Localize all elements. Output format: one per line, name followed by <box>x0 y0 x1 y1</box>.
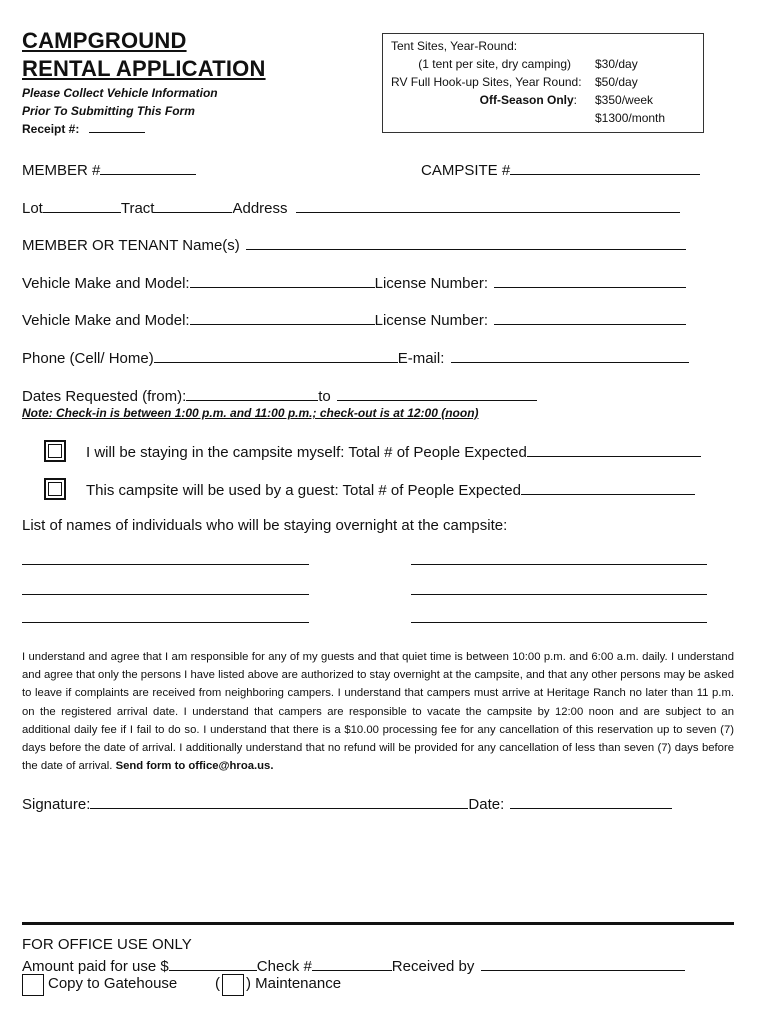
license-1-input-line[interactable] <box>494 273 686 288</box>
names-input-line[interactable] <box>246 235 686 250</box>
received-label: Received by <box>391 958 475 975</box>
fee-row-tent-detail <box>383 55 703 73</box>
receipt-label: Receipt #: <box>22 122 80 136</box>
form-title-line2: RENTAL APPLICATION <box>22 56 266 81</box>
address-input-line[interactable] <box>296 198 680 213</box>
overnight-label: List of names of individuals who will be staying overnight at the campsite: <box>22 517 508 534</box>
lot-input-line[interactable] <box>43 198 121 213</box>
maintenance-checkbox[interactable] <box>222 974 244 996</box>
fee-row-month <box>383 109 703 127</box>
dates-from-input-line[interactable] <box>186 386 318 401</box>
guest-option-label: This campsite will be used by a guest: Total # of People Expected <box>86 482 521 499</box>
overnight-line-1[interactable] <box>22 564 309 565</box>
received-input-line[interactable] <box>481 956 685 971</box>
tract-input-line[interactable] <box>154 198 232 213</box>
date-input-line[interactable] <box>510 794 672 809</box>
dates-from-label: Dates Requested (from): <box>22 388 187 405</box>
self-checkbox[interactable] <box>44 440 66 462</box>
receipt-input-line[interactable] <box>89 122 145 133</box>
location-fields <box>22 198 680 217</box>
guest-count-input-line[interactable] <box>521 480 695 495</box>
campsite-field <box>421 160 700 179</box>
fee-row-offseason <box>383 91 703 109</box>
amount-input-line[interactable] <box>169 956 257 971</box>
overnight-line-2[interactable] <box>411 564 707 565</box>
dates-field <box>22 386 537 405</box>
dates-to-label: to <box>318 388 331 405</box>
office-heading: FOR OFFICE USE ONLY <box>22 936 192 953</box>
license-2-label: License Number: <box>374 312 488 329</box>
fee-offseason-label: Off-Season Only <box>479 93 574 107</box>
names-label: MEMBER OR TENANT Name(s) <box>22 237 240 254</box>
self-option-label: I will be staying in the campsite myself: Total # of People Expected <box>86 444 527 461</box>
signature-input-line[interactable] <box>90 794 468 809</box>
receipt-field <box>22 122 145 136</box>
signature-field <box>22 794 672 813</box>
overnight-line-3[interactable] <box>22 594 309 595</box>
vehicle-2-label: Vehicle Make and Model: <box>22 312 190 329</box>
self-option <box>86 442 701 461</box>
member-label: MEMBER # <box>22 162 101 179</box>
fee-tent-detail: (1 tent per site, dry camping) <box>418 57 571 71</box>
gatehouse-label: Copy to Gatehouse <box>48 975 178 992</box>
license-2-input-line[interactable] <box>494 310 686 325</box>
vehicle-1-label: Vehicle Make and Model: <box>22 275 190 292</box>
fee-row-tent <box>383 37 703 55</box>
vehicle-1-field <box>22 273 686 292</box>
office-divider <box>22 922 734 925</box>
date-label: Date: <box>468 796 505 813</box>
names-field <box>22 235 686 254</box>
member-input-line[interactable] <box>100 160 196 175</box>
fee-rv-price: $50/day <box>595 75 638 89</box>
office-payment-fields <box>22 956 685 975</box>
fee-rv-label: RV Full Hook-up Sites, Year Round: <box>391 75 582 89</box>
address-label: Address <box>232 200 288 217</box>
overnight-line-4[interactable] <box>411 594 707 595</box>
form-title-line1: CAMPGROUND <box>22 28 187 53</box>
maintenance-open-paren: ( <box>215 975 220 992</box>
vehicle-2-field <box>22 310 686 329</box>
fee-offseason-week: $350/week <box>595 93 654 107</box>
overnight-line-6[interactable] <box>411 622 707 623</box>
vehicle-2-input-line[interactable] <box>190 310 375 325</box>
check-label: Check # <box>256 958 312 975</box>
fee-tent-label: Tent Sites, Year-Round: <box>391 39 518 53</box>
license-1-label: License Number: <box>374 275 488 292</box>
instruction-line2: Prior To Submitting This Form <box>22 104 195 118</box>
campsite-input-line[interactable] <box>510 160 700 175</box>
phone-input-line[interactable] <box>154 348 398 363</box>
dates-to-input-line[interactable] <box>337 386 537 401</box>
phone-label: Phone (Cell/ Home) <box>22 350 154 367</box>
campsite-label: CAMPSITE # <box>421 162 511 179</box>
signature-label: Signature: <box>22 796 91 813</box>
member-field <box>22 160 196 179</box>
instruction-line1: Please Collect Vehicle Information <box>22 86 218 100</box>
maintenance-label: ) Maintenance <box>246 975 342 992</box>
overnight-line-5[interactable] <box>22 622 309 623</box>
contact-field <box>22 348 689 367</box>
agreement-text: I understand and agree that I am responsible for any of my guests and that quiet time is between 10:00 p.m. and 6:00 a.m. daily. I understand and agree that only the persons I have listed above are authorized to stay overnight at the campsite, and that any other persons may be asked to leave if complaints are received from neighboring campers. I understand that campers must arrive at Heritage Ranch no later than 11 p.m. on the registered arrival date. I understand that campers are responsible to vacate the campsite by 12:00 noon and are subject to an additional daily fee if I fail to do so. I understand that there is a $10.00 processing fee for any cancellation of this reservation up to seven (7) days before the date of arrival. I additionally understand that no refund will be provided for any cancellation of less than seven (7) days before the date of arrival. <box>22 651 734 773</box>
fee-offseason-month: $1300/month <box>595 111 666 125</box>
fee-row-rv <box>383 73 703 91</box>
amount-label: Amount paid for use $ <box>22 958 169 975</box>
fee-offseason-colon: : <box>573 93 577 107</box>
guest-option <box>86 480 695 499</box>
self-count-input-line[interactable] <box>527 442 701 457</box>
fee-tent-price: $30/day <box>595 57 638 71</box>
agreement-paragraph <box>22 648 734 775</box>
fee-schedule-box <box>382 33 704 133</box>
email-label: E-mail: <box>397 350 445 367</box>
gatehouse-checkbox[interactable] <box>22 974 44 996</box>
lot-label: Lot <box>22 200 43 217</box>
checkin-note: Note: Check-in is between 1:00 p.m. and 11:00 p.m.; check-out is at 12:00 (noon) <box>22 406 479 420</box>
email-input-line[interactable] <box>451 348 689 363</box>
check-input-line[interactable] <box>312 956 392 971</box>
guest-checkbox[interactable] <box>44 478 66 500</box>
send-instruction: Send form to office@hroa.us. <box>115 760 274 773</box>
tract-label: Tract <box>120 200 155 217</box>
vehicle-1-input-line[interactable] <box>190 273 375 288</box>
